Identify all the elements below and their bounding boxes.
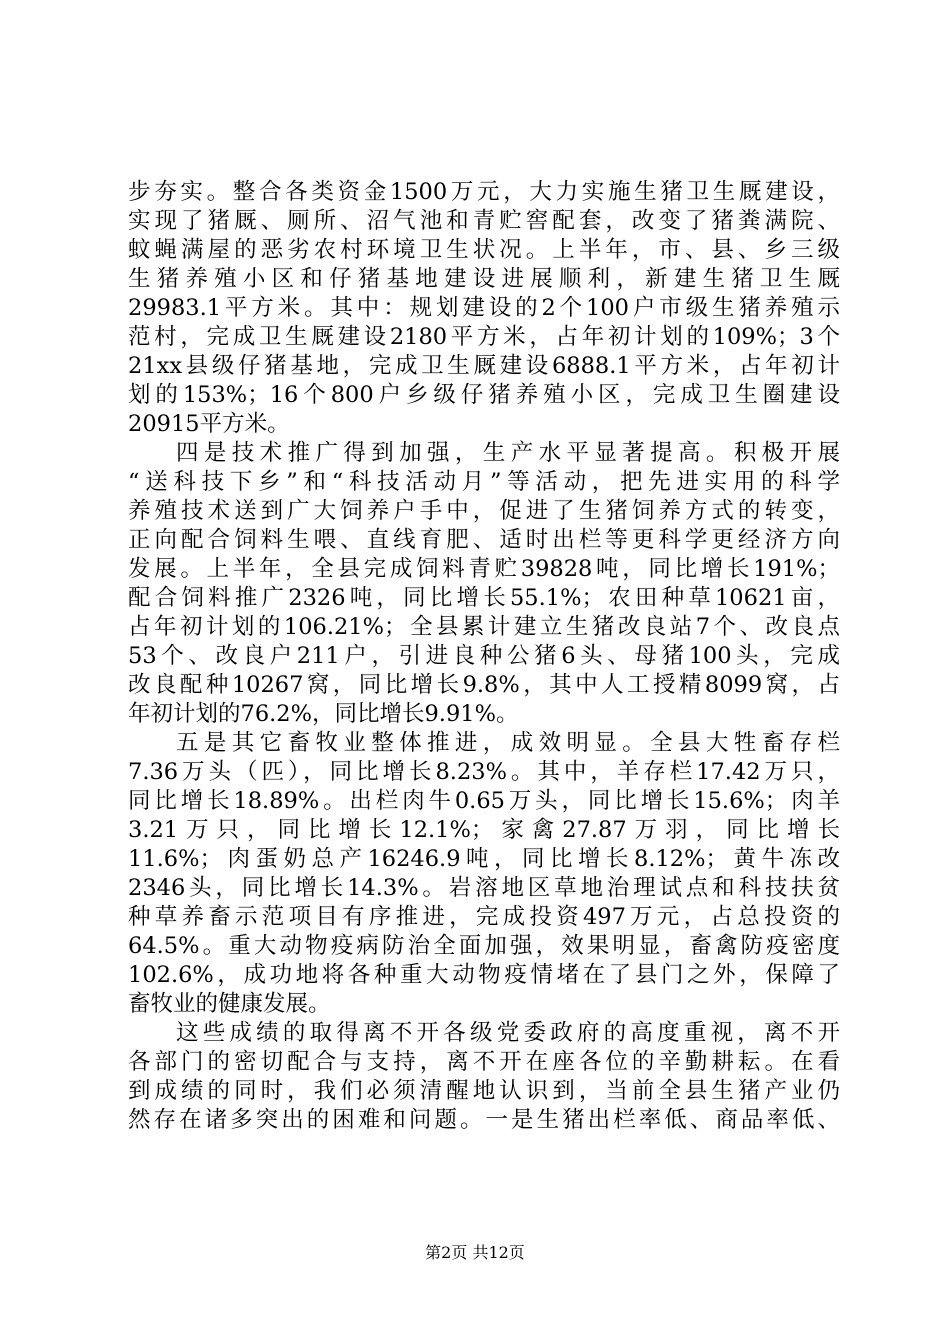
- text-line: 步夯实。整合各类资金1500万元，大力实施生猪卫生厩建设，: [128, 179, 840, 205]
- text-line: 蚊蝇满屋的恶劣农村环境卫生状况。上半年，市、县、乡三级: [128, 237, 840, 263]
- text-line: 正向配合饲料生喂、直线育肥、适时出栏等更科学更经济方向: [128, 527, 840, 553]
- paragraph: [128, 1019, 840, 1135]
- page-number-label: 第2页 共12页: [425, 1243, 525, 1262]
- page-footer: [0, 1243, 950, 1263]
- text-line: 五是其它畜牧业整体推进，成效明显。全县大牲畜存栏: [176, 730, 840, 756]
- text-line: 20915平方米。: [128, 411, 290, 437]
- paragraph: [128, 439, 840, 729]
- document-body: [128, 178, 840, 1135]
- text-line: 占年初计划的106.21%；全县累计建立生猪改良站7个、改良点: [128, 614, 840, 640]
- text-line: 然存在诸多突出的困难和问题。一是生猪出栏率低、商品率低、: [128, 1107, 840, 1133]
- text-line: 范村，完成卫生厩建设2180平方米，占年初计划的109%；3个: [128, 324, 840, 350]
- text-line: 3.21万只，同比增长12.1%；家禽27.87万羽，同比增长: [128, 817, 840, 843]
- text-line: 改良配种10267窝，同比增长9.8%，其中人工授精8099窝，占: [128, 672, 840, 698]
- text-line: 这些成绩的取得离不开各级党委政府的高度重视，离不开: [176, 1020, 840, 1046]
- text-line: 畜牧业的健康发展。: [128, 991, 331, 1017]
- text-line: 生猪养殖小区和仔猪基地建设进展顺利，新建生猪卫生厩: [128, 266, 840, 292]
- text-line: 21xx县级仔猪基地，完成卫生厩建设6888.1平方米，占年初计: [128, 353, 840, 379]
- text-line: 同比增长18.89%。出栏肉牛0.65万头，同比增长15.6%；肉羊: [128, 788, 840, 814]
- text-line: 四是技术推广得到加强，生产水平显著提高。积极开展: [176, 440, 840, 466]
- text-line: 各部门的密切配合与支持，离不开在座各位的辛勤耕耘。在看: [128, 1049, 840, 1075]
- text-line: 到成绩的同时，我们必须清醒地认识到，当前全县生猪产业仍: [128, 1078, 840, 1104]
- paragraph: [128, 178, 840, 439]
- paragraph: [128, 729, 840, 1019]
- text-line: 53个、改良户211户，引进良种公猪6头、母猪100头，完成: [128, 643, 840, 669]
- text-line: 年初计划的76.2%，同比增长9.91%。: [128, 701, 519, 727]
- text-line: 发展。上半年，全县完成饲料青贮39828吨，同比增长191%；: [128, 556, 840, 582]
- text-line: 实现了猪厩、厕所、沼气池和青贮窖配套，改变了猪粪满院、: [128, 208, 840, 234]
- text-line: 配合饲料推广2326吨，同比增长55.1%；农田种草10621亩，: [128, 585, 840, 611]
- text-line: 7.36万头（匹），同比增长8.23%。其中，羊存栏17.42万只，: [128, 759, 840, 785]
- text-line: 划的153%；16个800户乡级仔猪养殖小区，完成卫生圈建设: [128, 382, 840, 408]
- text-line: “送科技下乡”和“科技活动月”等活动，把先进实用的科学: [128, 469, 840, 495]
- text-line: 2346头，同比增长14.3%。岩溶地区草地治理试点和科技扶贫: [128, 875, 840, 901]
- text-line: 养殖技术送到广大饲养户手中，促进了生猪饲养方式的转变，: [128, 498, 840, 524]
- text-line: 102.6%，成功地将各种重大动物疫情堵在了县门之外，保障了: [128, 962, 840, 988]
- text-line: 11.6%；肉蛋奶总产16246.9吨，同比增长8.12%；黄牛冻改: [128, 846, 840, 872]
- text-line: 64.5%。重大动物疫病防治全面加强，效果明显，畜禽防疫密度: [128, 933, 840, 959]
- text-line: 种草养畜示范项目有序推进，完成投资497万元，占总投资的: [128, 904, 840, 930]
- text-line: 29983.1平方米。其中：规划建设的2个100户市级生猪养殖示: [128, 295, 840, 321]
